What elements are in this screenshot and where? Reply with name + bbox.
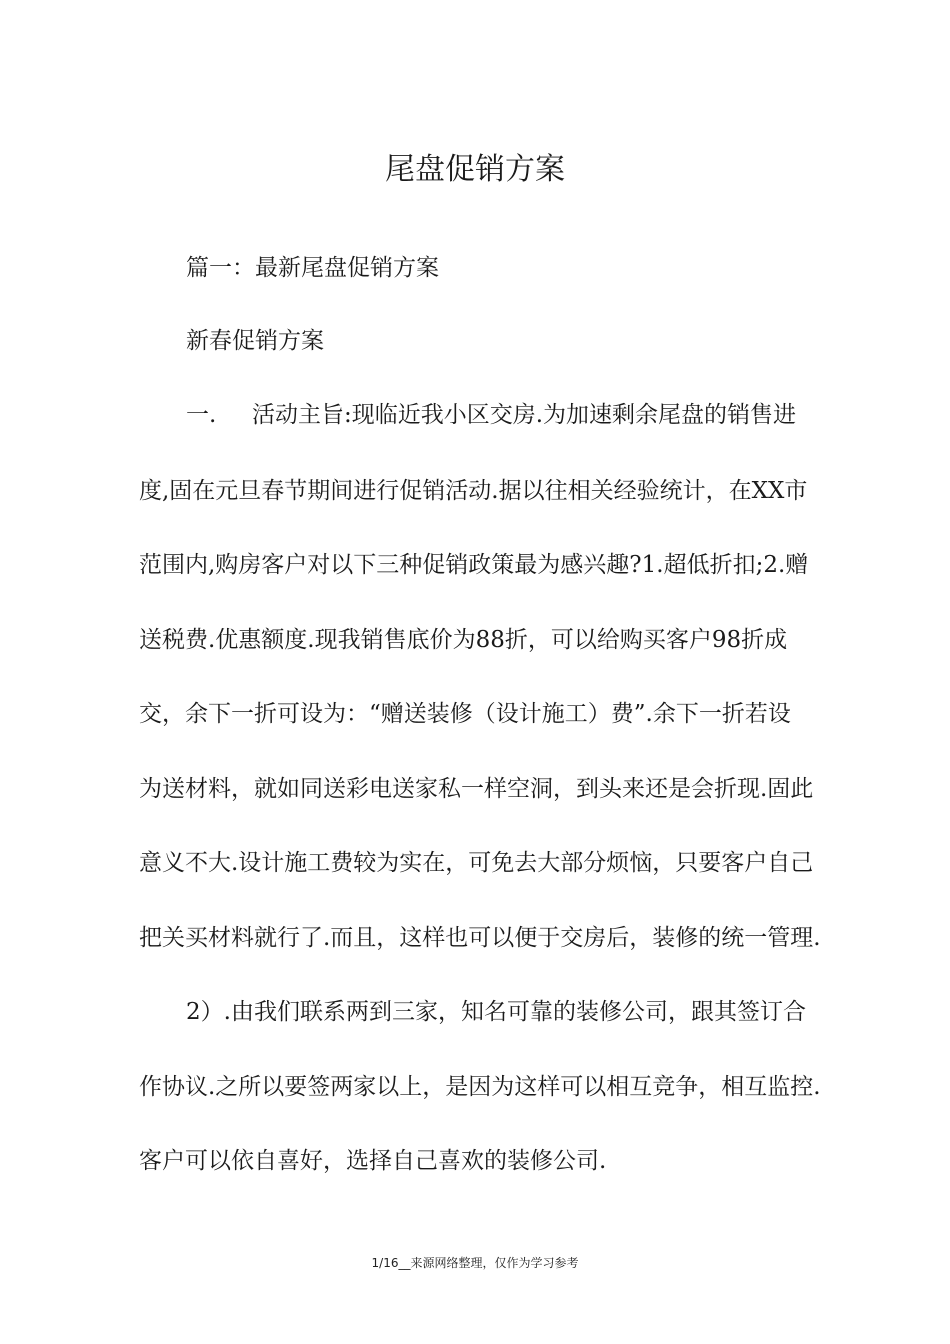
item-one-text: 活动主旨:现临近我小区交房.为加速剩余尾盘的销售进 (252, 402, 797, 428)
paragraph-line: 交，余下一折可设为：“赠送装修（设计施工）费”.余下一折若设 (139, 701, 791, 727)
section-heading: 篇一：最新尾盘促销方案 (186, 255, 439, 281)
paragraph-two-first-line: 2）.由我们联系两到三家，知名可靠的装修公司，跟其签订合 (186, 999, 806, 1025)
paragraph-line: 作协议.之所以要签两家以上，是因为这样可以相互竞争，相互监控. (139, 1074, 821, 1100)
item-one-line (186, 398, 866, 432)
paragraph-line: 客户可以依自喜好，选择自己喜欢的装修公司. (139, 1148, 607, 1174)
paragraph-line: 把关买材料就行了.而且，这样也可以便于交房后，装修的统一管理. (139, 925, 821, 951)
paragraph-line: 度,固在元旦春节期间进行促销活动.据以往相关经验统计，在XX市 (139, 478, 808, 504)
paragraph-line: 为送材料，就如同送彩电送家私一样空洞，到头来还是会折现.固此 (139, 776, 814, 802)
subheading: 新春促销方案 (186, 328, 324, 354)
paragraph-line: 送税费.优惠额度.现我销售底价为88折，可以给购买客户98折成 (139, 627, 788, 653)
paragraph-line: 意义不大.设计施工费较为实在，可免去大部分烦恼，只要客户自己 (139, 850, 814, 876)
paragraph-line: 范围内,购房客户对以下三种促销政策最为感兴趣?1.超低折扣;2.赠 (139, 552, 809, 578)
document-title: 尾盘促销方案 (385, 152, 565, 187)
page-footer: 1/16__来源网络整理，仅作为学习参考 (371, 1256, 579, 1270)
item-one-number: 一. (186, 402, 217, 428)
